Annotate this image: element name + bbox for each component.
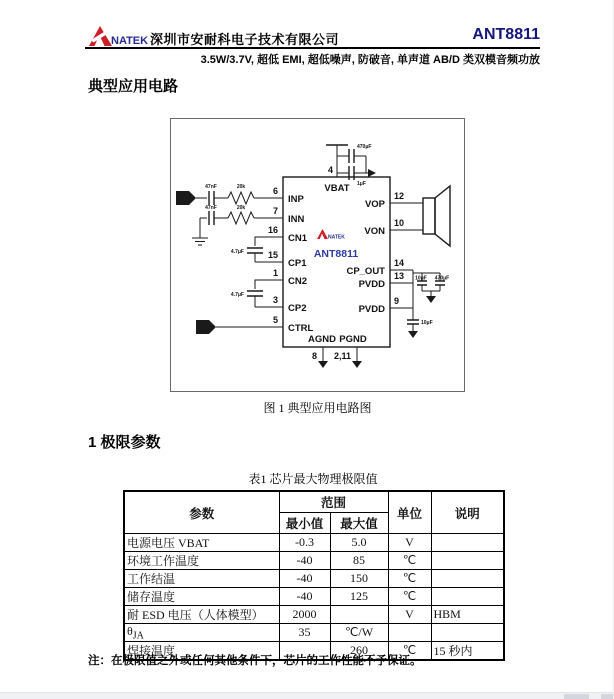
- pin-number: 14: [394, 258, 405, 268]
- section-title-limits: 1 极限参数: [88, 434, 161, 451]
- table-row: [124, 552, 504, 570]
- cell-min-value: -0.3: [279, 534, 330, 552]
- pin-label-cp1: CP1: [288, 258, 307, 269]
- cell-parameter: $\theta_{JA}$: [124, 624, 279, 642]
- cell-description: [431, 570, 504, 588]
- pin-number: 15: [267, 250, 278, 260]
- pin-number: 7: [272, 206, 278, 216]
- cap-value: 47nF: [205, 184, 217, 190]
- table-row: [124, 534, 504, 552]
- pin-label-cp2: CP2: [288, 303, 307, 314]
- cap-value: 470μF: [434, 275, 450, 282]
- cell-description: 15 秒内: [431, 642, 504, 661]
- scrollbar-thumb[interactable]: [564, 694, 589, 699]
- col-header-max: 最大值: [330, 513, 388, 534]
- cap-value: 4.7μF: [230, 292, 244, 298]
- header-rule: [85, 47, 540, 49]
- pin-number: 12: [394, 191, 405, 201]
- pin-label-pvdd1: PVDD: [358, 279, 385, 290]
- pin-number: 13: [394, 271, 405, 281]
- cell-max-value: 150: [330, 570, 388, 588]
- cap-value: 470μF: [357, 144, 372, 150]
- cell-parameter: 环境工作温度: [124, 552, 279, 570]
- cap-value: 10μF: [415, 275, 427, 282]
- pin-label-pvdd2: PVDD: [358, 304, 385, 315]
- footnote: 注：在极限值之外或任何其他条件下，芯片的工作性能不予保证。: [88, 655, 422, 667]
- application-circuit-figure: [170, 118, 465, 397]
- table-row: [124, 588, 504, 606]
- cell-max-value: [330, 606, 388, 624]
- pin-number: 9: [394, 296, 400, 306]
- cell-unit: ℃: [388, 570, 431, 588]
- cell-parameter: 耐 ESD 电压（人体模型）: [124, 606, 279, 624]
- resistor-value: 20k: [236, 205, 246, 211]
- pin-label-pgnd: PGND: [339, 334, 367, 345]
- logo-text: NATEK: [111, 35, 149, 47]
- cell-unit: ℃: [388, 642, 431, 661]
- cell-unit: V: [388, 534, 431, 552]
- cell-parameter: 电源电压 VBAT: [124, 534, 279, 552]
- product-subtitle: 3.5W/3.7V, 超低 EMI, 超低噪声, 防破音, 单声道 AB/D 类双模音频功放: [200, 54, 540, 66]
- pin-label-inn: INN: [288, 214, 305, 225]
- cell-max-value: 85: [330, 552, 388, 570]
- cell-unit: ℃: [388, 552, 431, 570]
- pin-number: 6: [272, 186, 278, 196]
- pin-label-agnd: AGND: [308, 334, 336, 345]
- cell-unit: V: [388, 606, 431, 624]
- limits-table-body: [124, 534, 504, 661]
- pin-label-vop: VOP: [364, 199, 385, 210]
- cell-min-value: 2000: [279, 606, 330, 624]
- cell-max-value: 125: [330, 588, 388, 606]
- cell-description: HBM: [431, 606, 504, 624]
- cell-description: [431, 588, 504, 606]
- cell-max-value: ℃/W: [330, 624, 388, 642]
- cell-min-value: 35: [279, 624, 330, 642]
- chip-name-label: ANT8811: [313, 248, 359, 260]
- company-name: 深圳市安耐科电子技术有限公司: [150, 32, 340, 47]
- pin-label-cn1: CN1: [288, 233, 308, 244]
- cell-unit: ℃: [388, 588, 431, 606]
- schematic-svg: [170, 118, 465, 392]
- cell-min-value: -40: [279, 570, 330, 588]
- table-row: [124, 570, 504, 588]
- table-row: [124, 606, 504, 624]
- cell-min-value: -40: [279, 588, 330, 606]
- col-header-min: 最小值: [279, 513, 330, 534]
- cell-description: [431, 624, 504, 642]
- cell-unit: [388, 624, 431, 642]
- limits-table: [123, 490, 505, 661]
- pin-number: 2,11: [333, 351, 351, 361]
- col-header-unit: 单位: [388, 491, 431, 534]
- cap-value: 10μF: [421, 320, 433, 326]
- cell-max-value: 5.0: [330, 534, 388, 552]
- pin-label-cn2: CN2: [288, 276, 308, 287]
- col-header-param: 参数: [124, 491, 279, 534]
- table-row: [124, 624, 504, 642]
- pin-label-cpout: CP_OUT: [346, 266, 385, 277]
- cap-value: 4.7μF: [230, 249, 244, 255]
- pin-label-inp: INP: [288, 194, 304, 205]
- pin-label-ctrl: CTRL: [288, 323, 314, 334]
- cell-max-value: 260: [330, 642, 388, 661]
- pin-number: 5: [272, 315, 278, 325]
- pin-label-vbat: VBAT: [324, 183, 350, 194]
- cell-parameter: 工作结温: [124, 570, 279, 588]
- part-number: ANT8811: [472, 26, 540, 43]
- pin-number: 10: [394, 218, 405, 228]
- pin-number: 3: [272, 295, 278, 305]
- section-title-application-circuit: 典型应用电路: [88, 78, 179, 95]
- resistor-value: 20k: [236, 184, 246, 190]
- cell-min-value: -40: [279, 552, 330, 570]
- figure-caption: 图 1 典型应用电路图: [263, 401, 372, 415]
- pin-number: 8: [311, 351, 317, 361]
- pin-number: 16: [267, 225, 278, 235]
- cap-value: 47nF: [205, 205, 217, 211]
- chip-logo-text: NATEK: [328, 234, 345, 241]
- cell-description: [431, 552, 504, 570]
- pin-number: 1: [272, 268, 278, 278]
- limits-table-header: [124, 491, 504, 534]
- cap-value: 1μF: [357, 181, 366, 187]
- table-title: 表1 芯片最大物理极限值: [248, 472, 378, 486]
- cell-description: [431, 534, 504, 552]
- cell-parameter: 焊接温度: [124, 642, 279, 661]
- cell-parameter: 储存温度: [124, 588, 279, 606]
- pin-number: 4: [327, 165, 333, 175]
- viewer-status-bar: [0, 692, 614, 699]
- col-header-desc: 说明: [431, 491, 504, 534]
- col-header-range: 范围: [279, 491, 388, 513]
- pin-label-von: VON: [364, 226, 385, 237]
